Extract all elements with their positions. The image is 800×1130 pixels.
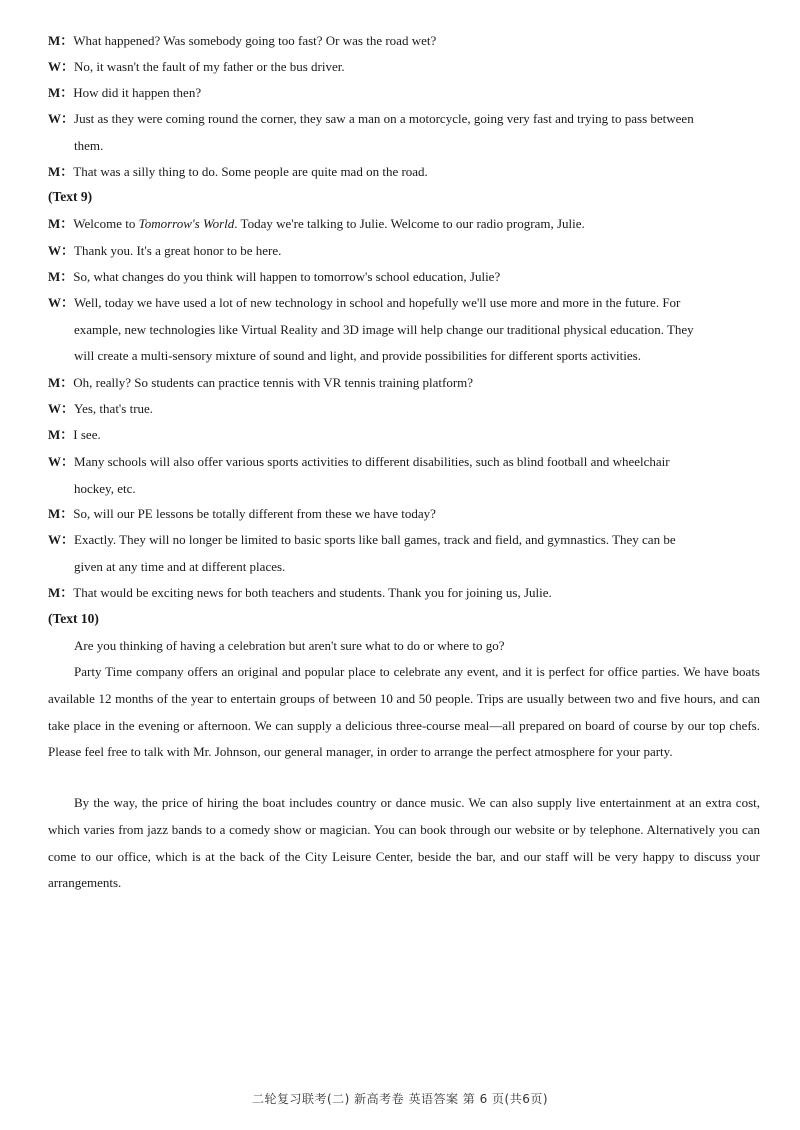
dialogue-line bbox=[48, 238, 760, 265]
program-title: Tomorrow's World bbox=[138, 216, 235, 231]
speaker-label: M： bbox=[48, 585, 74, 600]
paragraph-text: By the way, the price of hiring the boat includes country or dance music. We can also supply live entertainment at an extra cost, which varies from jazz bands to a comedy show or magician. You can book through our website or by telephone. Alternatively you can come to our office, which is at the back of the City Leisure Center, beside the bar, and our staff will be very happy to discuss your arrangements. bbox=[48, 795, 760, 891]
dialogue-text: Exactly. They will no longer be limited to basic sports like ball games, track and field, and gymnastics. They can be bbox=[74, 532, 676, 547]
dialogue-line bbox=[48, 422, 760, 449]
speaker-label: W： bbox=[48, 454, 75, 469]
dialogue-line bbox=[48, 54, 760, 81]
speaker-label: W： bbox=[48, 59, 75, 74]
dialogue-text: I see. bbox=[73, 427, 101, 442]
speaker-label: M： bbox=[48, 216, 74, 231]
dialogue-text: So, will our PE lessons be totally different from these we have today? bbox=[73, 506, 436, 521]
dialogue-text: Welcome to bbox=[73, 216, 139, 231]
dialogue-text: That was a silly thing to do. Some people are quite mad on the road. bbox=[73, 164, 428, 179]
dialogue-line bbox=[48, 396, 760, 423]
dialogue-line bbox=[48, 449, 760, 502]
section-heading-text9: (Text 9) bbox=[48, 189, 93, 204]
dialogue-text: What happened? Was somebody going too fast? Or was the road wet? bbox=[73, 33, 437, 48]
dialogue-line bbox=[48, 580, 760, 607]
dialogue-continuation: them. bbox=[74, 137, 104, 153]
dialogue-line bbox=[48, 501, 760, 528]
dialogue-line bbox=[48, 106, 760, 159]
speaker-label: M： bbox=[48, 33, 74, 48]
speaker-label: W： bbox=[48, 243, 75, 258]
dialogue-continuation: hockey, etc. bbox=[74, 480, 136, 496]
paragraph-text: Are you thinking of having a celebration but aren't sure what to do or where to go? bbox=[74, 638, 505, 653]
paragraph bbox=[48, 790, 760, 897]
speaker-label: W： bbox=[48, 532, 75, 547]
paragraph-text: Party Time company offers an original and popular place to celebrate any event, and it is perfect for office parties. We have boats available 12 months of the year to entertain groups of between 10 and 50 people. Trips are usually between two and five hours, and can take place in the evening or afternoon. We can supply a delicious three-course meal—all prepared on board of course by our top chefs. Please feel free to talk with Mr. Johnson, our general manager, in order to arrange the perfect atmosphere for your party. bbox=[48, 664, 760, 760]
dialogue-line bbox=[48, 211, 760, 238]
paragraph bbox=[48, 633, 760, 660]
dialogue-line bbox=[48, 370, 760, 397]
dialogue-text: Yes, that's true. bbox=[74, 401, 154, 416]
speaker-label: W： bbox=[48, 401, 75, 416]
dialogue-text: Thank you. It's a great honor to be here. bbox=[74, 243, 282, 258]
section-heading-text10: (Text 10) bbox=[48, 611, 99, 626]
dialogue-line bbox=[48, 264, 760, 291]
dialogue-text: That would be exciting news for both teachers and students. Thank you for joining us, Julie. bbox=[73, 585, 552, 600]
dialogue-continuation: example, new technologies like Virtual Reality and 3D image will help change our traditional physical education. They bbox=[74, 321, 694, 337]
speaker-label: M： bbox=[48, 164, 74, 179]
speaker-label: W： bbox=[48, 111, 75, 126]
dialogue-text: How did it happen then? bbox=[73, 85, 202, 100]
dialogue-line bbox=[48, 290, 760, 370]
speaker-label: M： bbox=[48, 375, 74, 390]
dialogue-text: . Today we're talking to Julie. Welcome to our radio program, Julie. bbox=[234, 216, 585, 231]
dialogue-text: So, what changes do you think will happen to tomorrow's school education, Julie? bbox=[73, 269, 501, 284]
dialogue-line bbox=[48, 527, 760, 580]
dialogue-line bbox=[48, 80, 760, 107]
dialogue-line bbox=[48, 159, 760, 186]
speaker-label: M： bbox=[48, 269, 74, 284]
dialogue-text: Oh, really? So students can practice tennis with VR tennis training platform? bbox=[73, 375, 474, 390]
speaker-label: M： bbox=[48, 427, 74, 442]
page-footer: 二轮复习联考(二) 新高考卷 英语答案 第 6 页(共6页) bbox=[251, 1092, 549, 1106]
dialogue-text: Well, today we have used a lot of new technology in school and hopefully we'll use more and more in the future. For bbox=[74, 295, 681, 310]
dialogue-text: No, it wasn't the fault of my father or the bus driver. bbox=[74, 59, 345, 74]
dialogue-line bbox=[48, 28, 760, 55]
dialogue-text: Many schools will also offer various sports activities to different disabilities, such as blind football and wheelchair bbox=[74, 454, 670, 469]
speaker-label: M： bbox=[48, 85, 74, 100]
dialogue-continuation: will create a multi-sensory mixture of sound and light, and provide possibilities for different sports activities. bbox=[74, 348, 641, 363]
speaker-label: M： bbox=[48, 506, 74, 521]
speaker-label: W： bbox=[48, 295, 75, 310]
dialogue-continuation: given at any time and at different places. bbox=[74, 558, 286, 574]
paragraph bbox=[48, 659, 760, 766]
dialogue-text: Just as they were coming round the corner, they saw a man on a motorcycle, going very fast and trying to pass between bbox=[74, 111, 694, 126]
